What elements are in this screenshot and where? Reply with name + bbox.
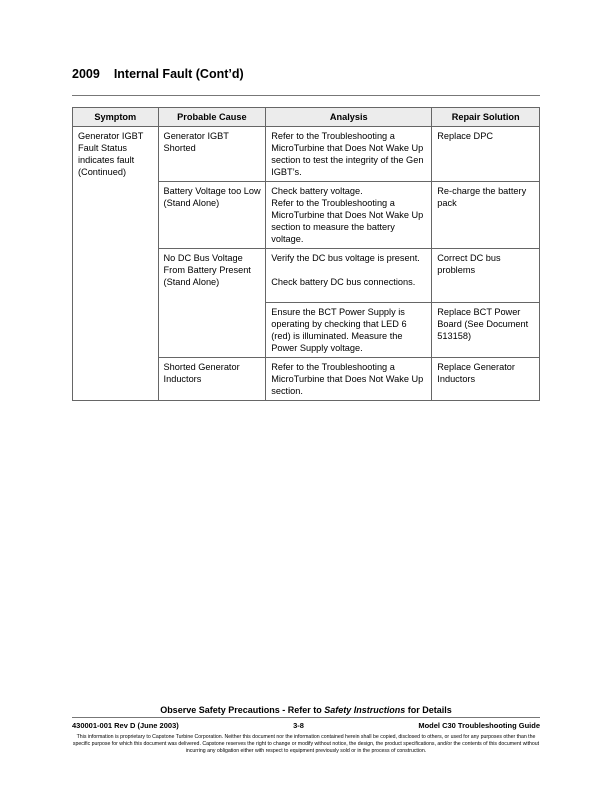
header-symptom: Symptom [73, 108, 159, 127]
troubleshooting-table [72, 107, 540, 401]
section-heading [72, 67, 258, 81]
doc-number: 430001-001 Rev D (June 2003) [72, 721, 179, 730]
cause-cell: Shorted Generator Inductors [158, 358, 266, 401]
solution-cell: Re-charge the battery pack [432, 182, 540, 249]
safety-prefix: Observe Safety Precautions - Refer to [160, 705, 325, 715]
footer-rule [72, 717, 540, 718]
analysis-cell: Ensure the BCT Power Supply is operating by checking that LED 6 (red) is illuminated. Measure the Power Supply voltage. [266, 303, 432, 358]
guide-title: Model C30 Troubleshooting Guide [418, 721, 540, 730]
heading-rule [72, 95, 540, 96]
safety-notice [72, 705, 540, 715]
solution-cell: Replace Generator Inductors [432, 358, 540, 401]
section-number: 2009 [72, 67, 100, 81]
solution-cell: Replace DPC [432, 127, 540, 182]
safety-instructions-ref: Safety Instructions [324, 705, 406, 715]
solution-cell: Replace BCT Power Board (See Document 513158) [432, 303, 540, 358]
header-cause: Probable Cause [158, 108, 266, 127]
analysis-cell: Refer to the Troubleshooting a MicroTurbine that Does Not Wake Up section to test the integrity of the Gen IGBT’s. [266, 127, 432, 182]
header-solution: Repair Solution [432, 108, 540, 127]
footer-info [72, 721, 540, 730]
table-row [73, 127, 540, 182]
symptom-cell: Generator IGBT Fault Status indicates fault (Continued) [73, 127, 159, 401]
page-number: 3-8 [293, 721, 304, 730]
cause-cell: Battery Voltage too Low (Stand Alone) [158, 182, 266, 249]
legal-notice: This information is proprietary to Capstone Turbine Corporation. Neither this document nor the information contained herein shall be copied, disclosed to others, or used for any purposes other than the specific purpose for which this document was delivered. Capstone reserves the right to change or modify without notice, the design, the product specifications, and/or the contents of this document without incurring any obligation either with respect to equipment previously sold or in the process of construction. [72, 734, 540, 754]
header-analysis: Analysis [266, 108, 432, 127]
cause-cell: No DC Bus Voltage From Battery Present (Stand Alone) [158, 249, 266, 358]
safety-suffix: for Details [405, 705, 452, 715]
solution-cell: Correct DC bus problems [432, 249, 540, 303]
analysis-cell: Verify the DC bus voltage is present. Check battery DC bus connections. [266, 249, 432, 303]
section-title: Internal Fault (Cont’d) [113, 67, 244, 81]
analysis-cell: Refer to the Troubleshooting a MicroTurbine that Does Not Wake Up section. [266, 358, 432, 401]
cause-cell: Generator IGBT Shorted [158, 127, 266, 182]
table-header-row [73, 108, 540, 127]
analysis-cell: Check battery voltage. Refer to the Troubleshooting a MicroTurbine that Does Not Wake Up section to measure the battery voltage. [266, 182, 432, 249]
